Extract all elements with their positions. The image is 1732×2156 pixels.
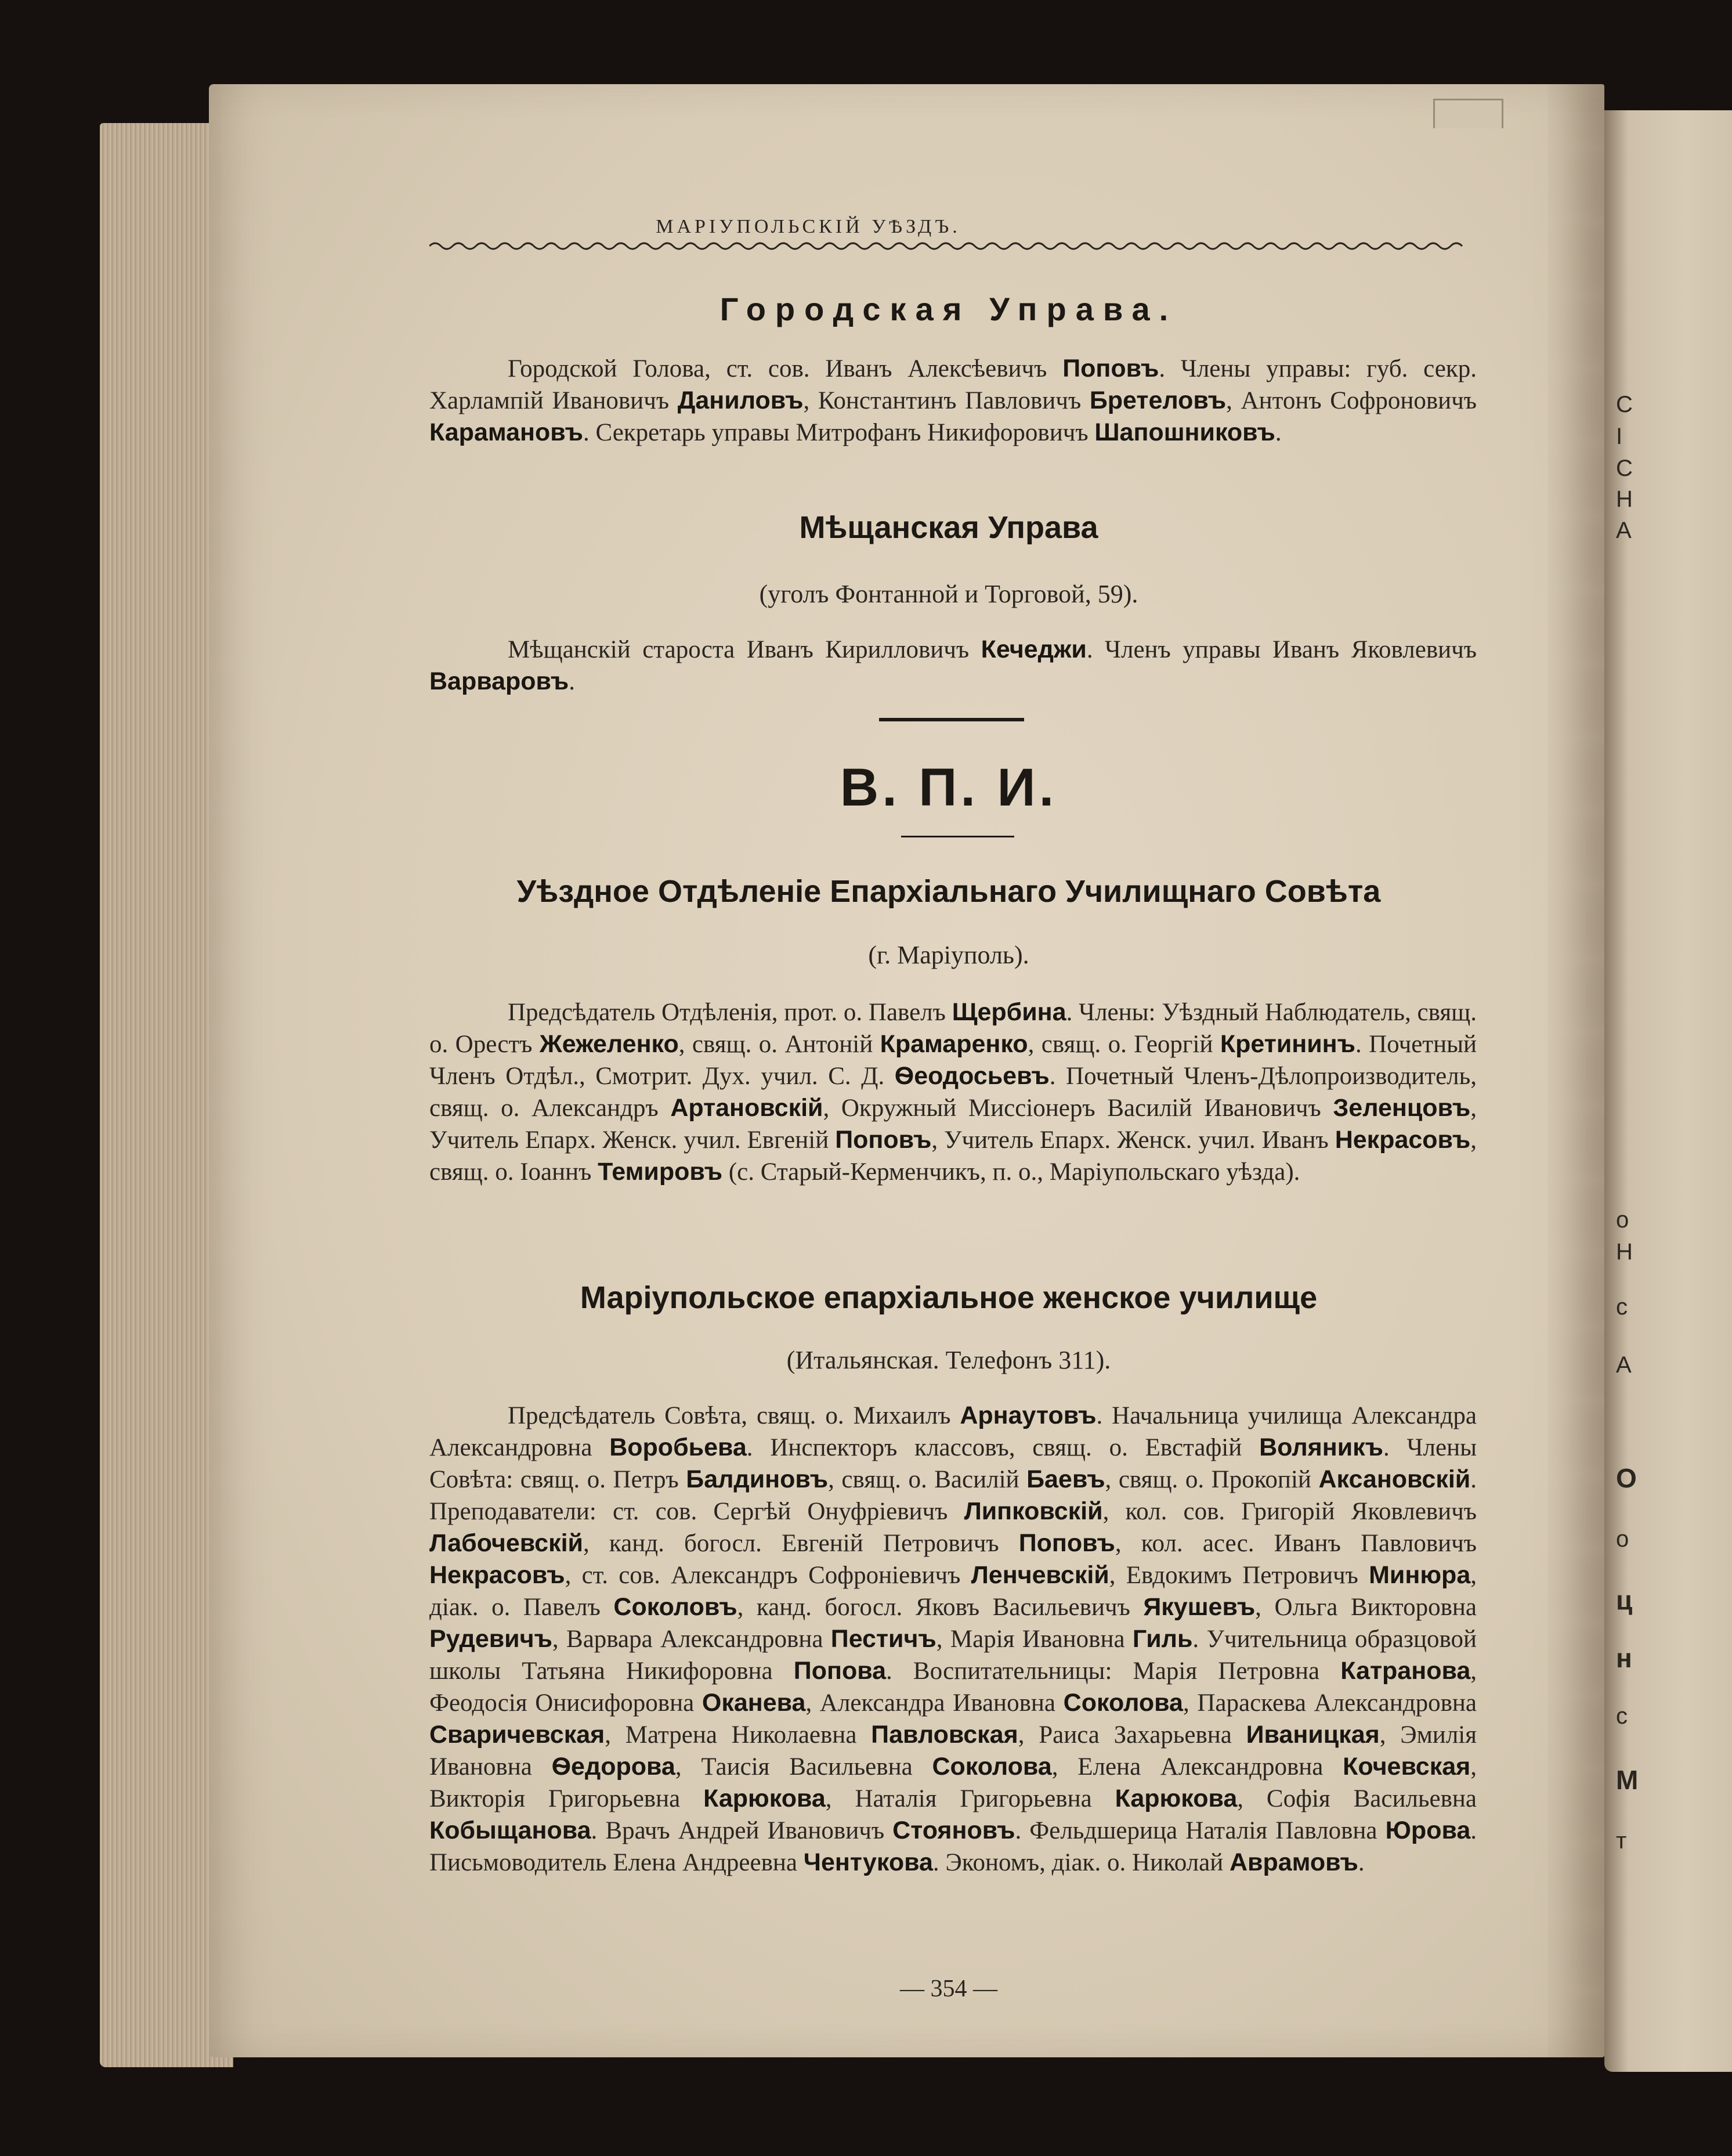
surname: Варваровъ bbox=[429, 667, 569, 695]
surname: Арнаутовъ bbox=[960, 1402, 1097, 1429]
section-title-burgher-board: Мѣщанская Управа bbox=[799, 510, 1098, 545]
short-divider bbox=[901, 836, 1014, 837]
surname: Воробьева bbox=[609, 1433, 747, 1461]
surname: Крамаренко bbox=[880, 1030, 1028, 1058]
section-text-womens-school: Предсѣдатель Совѣта, свящ. о. Михаилъ Арнаутовъ. Начальница училища Александра Александровна Воробьева. Инспекторъ классовъ, свящ. о. Евстафій Воляникъ. Члены Совѣта: свящ. о. Петръ Балдиновъ, свящ. о. Василій Баевъ, свящ. о. Прокопій Аксановскій. Преподаватели: ст. сов. Сергѣй Онуфріевичъ Липковскій, кол. сов. Григорій Яковлевичъ Лабочевскій, канд. богосл. Евгеній Петровичъ Поповъ, кол. асес. Иванъ Павловичъ Некрасовъ, ст. сов. Александръ Софроніевичъ Ленчевскій, Евдокимъ Петровичъ Минюра, діак. о. Павелъ Соколовъ, канд. богосл. Яковъ Васильевичъ Якушевъ, Ольга Викторовна Рудевичъ, Варвара Александровна Пестичъ, Марія Ивановна Гиль. Учительница образцовой школы Татьяна Никифоровна Попова. Воспитательницы: Марія Петровна Катранова, Феодосія Онисифоровна Оканева, Александра Ивановна Соколова, Параскева Александровна Сваричевская, Матрена Николаевна Павловская, Раиса Захарьевна Иваницкая, Эмилія Ивановна Ѳедорова, Таисія Васильевна Соколова, Елена Александровна Кочевская, Викторія Григорьевна Карюкова, Наталія Григорьевна Карюкова, Софія Васильевна Кобыщанова. Врачъ Андрей Ивановичъ Стояновъ. Фельдшерица Наталія Павловна Юрова. Письмоводитель Елена Андреевна Чентукова. Экономъ, діак. о. Николай Аврамовъ. bbox=[429, 1402, 1477, 1876]
surname: Ленчевскій bbox=[971, 1561, 1109, 1589]
surname: Соколовъ bbox=[613, 1593, 737, 1621]
facing-page-fragment: А bbox=[1616, 1352, 1632, 1378]
surname: Жежеленко bbox=[539, 1030, 679, 1058]
facing-page bbox=[1604, 110, 1732, 2072]
section-address-womens-school: (Итальянская. Телефонъ 311). bbox=[786, 1346, 1111, 1374]
section-divider bbox=[879, 718, 1024, 721]
surname: Соколова bbox=[1063, 1689, 1183, 1717]
surname: Артановскій bbox=[670, 1094, 823, 1122]
surname: Щербина bbox=[952, 998, 1066, 1026]
facing-page-fragment: М bbox=[1616, 1765, 1639, 1795]
facing-page-fragment: О bbox=[1616, 1463, 1637, 1493]
facing-page-fragment: н bbox=[1616, 1643, 1632, 1673]
section-address-burgher-board: (уголъ Фонтанной и Торговой, 59). bbox=[759, 580, 1138, 608]
surname: Баевъ bbox=[1026, 1465, 1105, 1493]
wavy-rule bbox=[429, 239, 1468, 253]
surname: Кечеджи bbox=[981, 635, 1087, 663]
surname: Аксановскій bbox=[1318, 1465, 1471, 1493]
surname: Соколова bbox=[932, 1753, 1052, 1781]
surname: Балдиновъ bbox=[686, 1465, 829, 1493]
surname: Кобыщанова bbox=[429, 1816, 591, 1844]
surname: Аврамовъ bbox=[1229, 1848, 1358, 1876]
facing-page-fragment: Н bbox=[1616, 486, 1633, 512]
surname: Лабочевскій bbox=[429, 1529, 583, 1557]
facing-page-fragment: А bbox=[1616, 518, 1632, 543]
page-number: — 354 — bbox=[900, 1976, 997, 2002]
surname: Оканева bbox=[702, 1689, 806, 1717]
section-title-city-board: Городская Управа. bbox=[719, 291, 1178, 327]
surname: Липковскій bbox=[964, 1497, 1103, 1525]
surname: Некрасовъ bbox=[429, 1561, 565, 1589]
surname: Карюкова bbox=[703, 1785, 826, 1812]
surname: Карамановъ bbox=[429, 418, 583, 446]
surname: Некрасовъ bbox=[1335, 1126, 1471, 1154]
surname: Стояновъ bbox=[892, 1816, 1015, 1844]
facing-page-fragment: І bbox=[1616, 424, 1623, 449]
surname: Поповъ bbox=[835, 1126, 932, 1154]
facing-page-fragment: о bbox=[1616, 1207, 1629, 1233]
surname: Сваричевская bbox=[429, 1721, 605, 1749]
surname: Чентукова bbox=[803, 1848, 933, 1876]
page-tab-marker bbox=[1433, 99, 1503, 128]
facing-page-fragment: С bbox=[1616, 392, 1633, 417]
surname: Юрова bbox=[1385, 1816, 1471, 1844]
surname: Катранова bbox=[1340, 1657, 1471, 1685]
facing-page-fragment: С bbox=[1616, 456, 1633, 481]
surname: Пестичъ bbox=[830, 1625, 936, 1653]
surname: Поповъ bbox=[1062, 355, 1159, 382]
surname: Якушевъ bbox=[1143, 1593, 1256, 1621]
surname: Шапошниковъ bbox=[1094, 418, 1275, 446]
section-title-womens-school: Маріупольское епархіальное женское училище bbox=[580, 1280, 1318, 1315]
section-text-diocesan-council: Предсѣдатель Отдѣленія, прот. о. Павелъ Щербина. Члены: Уѣздный Наблюдатель, свящ. о. Орестъ Жежеленко, свящ. о. Антоній Крамаренко, свящ. о. Георгій Кретининъ. Почетный Членъ Отдѣл., Смотрит. Дух. учил. С. Д. Ѳеодосьевъ. Почетный Членъ-Дѣлопроизводитель, свящ. о. Александръ Артановскій, Окружный Миссіонеръ Василій Ивановичъ Зеленцовъ, Учитель Епарх. Женск. учил. Евгеній Поповъ, Учитель Епарх. Женск. учил. Иванъ Некрасовъ, свящ. о. Іоаннъ Темировъ (с. Старый-Керменчикъ, п. о., Маріупольскаго уѣзда). bbox=[429, 998, 1477, 1186]
surname: Даниловъ bbox=[677, 387, 804, 414]
surname: Ѳедорова bbox=[551, 1753, 675, 1781]
facing-page-fragment: о bbox=[1616, 1526, 1629, 1552]
section-text-burgher-board: Мѣщанскій староста Иванъ Кирилловичъ Кечеджи. Членъ управы Иванъ Яковлевичъ Варваровъ. bbox=[429, 635, 1477, 695]
facing-page-fragment: с bbox=[1616, 1703, 1628, 1729]
surname: Кочевская bbox=[1343, 1753, 1471, 1781]
surname: Темировъ bbox=[598, 1158, 723, 1186]
surname: Зеленцовъ bbox=[1333, 1094, 1471, 1122]
surname: Бретеловъ bbox=[1089, 387, 1227, 414]
surname: Ѳеодосьевъ bbox=[894, 1062, 1050, 1090]
surname: Попова bbox=[793, 1657, 886, 1685]
surname: Минюра bbox=[1369, 1561, 1471, 1589]
facing-page-fragment: с bbox=[1616, 1294, 1628, 1320]
surname: Павловская bbox=[871, 1721, 1018, 1749]
surname: Гиль bbox=[1132, 1625, 1193, 1653]
surname: Воляникъ bbox=[1259, 1433, 1384, 1461]
facing-page-fragment: ц bbox=[1616, 1585, 1633, 1615]
surname: Поповъ bbox=[1018, 1529, 1115, 1557]
section-title-diocesan-council: Уѣздное Отдѣленіе Епархіальнаго Училищнаго Совѣта bbox=[516, 874, 1381, 909]
section-title-vpi: В. П. И. bbox=[840, 758, 1058, 817]
surname: Рудевичъ bbox=[429, 1625, 552, 1653]
surname: Иваницкая bbox=[1246, 1721, 1380, 1749]
facing-page-fragment: т bbox=[1616, 1828, 1627, 1854]
surname: Кретининъ bbox=[1220, 1030, 1355, 1058]
section-text-city-board: Городской Голова, ст. сов. Иванъ Алексѣевичъ Поповъ. Члены управы: губ. секр. Харлампій Ивановичъ Даниловъ, Константинъ Павловичъ Бретеловъ, Антонъ Софроновичъ Карамановъ. Секретарь управы Митрофанъ Никифоровичъ Шапошниковъ. bbox=[429, 355, 1477, 446]
surname: Карюкова bbox=[1115, 1785, 1238, 1812]
facing-page-fragment: Н bbox=[1616, 1239, 1633, 1265]
section-location-diocesan-council: (г. Маріуполь). bbox=[868, 941, 1029, 969]
